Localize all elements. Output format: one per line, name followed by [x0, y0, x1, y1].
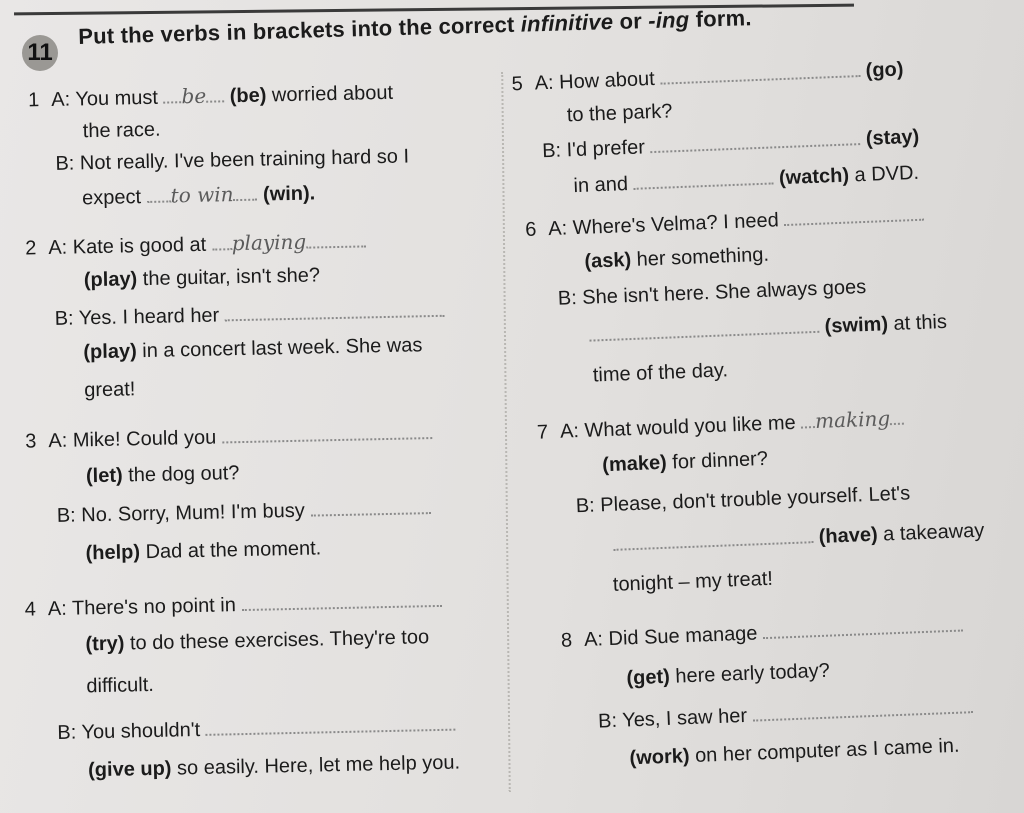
- q7b-blank[interactable]: [613, 525, 814, 551]
- q7-line-a: 7 A: What would you like me making: [537, 406, 905, 445]
- q4-line-a2: (try) to do these exercises. They're too: [85, 626, 430, 656]
- q3-line-b: B: No. Sorry, Mum! I'm busy: [57, 496, 431, 528]
- q1-line-a2: the race.: [82, 118, 161, 143]
- q4b-blank[interactable]: [205, 713, 455, 736]
- q6-line-b3: time of the day.: [592, 359, 729, 387]
- q3-line-a2: (let) the dog out?: [85, 462, 240, 488]
- q5a-blank[interactable]: [660, 59, 861, 85]
- q7-answer[interactable]: making: [814, 406, 891, 434]
- q1-line-b2: expect to win (win).: [81, 182, 316, 210]
- q2-line-a2: (play) the guitar, isn't she?: [83, 264, 321, 292]
- q4-line-a3: difficult.: [86, 673, 155, 698]
- q7-line-b2: (have) a takeaway: [613, 519, 985, 557]
- q7-line-b3: tonight – my treat!: [612, 567, 774, 596]
- q1b-answer[interactable]: to win: [170, 182, 234, 208]
- exercise-instruction: Put the verbs in brackets into the correct infinitive or -ing form.: [78, 5, 752, 49]
- q2-line-b2: (play) in a concert last week. She was: [83, 334, 423, 364]
- q3a-blank[interactable]: [222, 421, 432, 443]
- q6-line-a: 6 A: Where's Velma? I need: [525, 203, 925, 242]
- q2b-blank[interactable]: [225, 299, 445, 322]
- q5-line-a2: to the park?: [566, 100, 673, 127]
- q6-line-b2: (swim) at this: [589, 310, 947, 348]
- q5b-blank[interactable]: [650, 127, 861, 153]
- q2-line-a: 2 A: Kate is good at playing: [25, 228, 367, 260]
- q7-line-a2: (make) for dinner?: [601, 447, 769, 477]
- q8-line-b: B: Yes, I saw her: [598, 695, 973, 733]
- q5-line-b: B: I'd prefer (stay): [541, 125, 920, 163]
- q2-answer[interactable]: playing: [231, 229, 307, 256]
- q8-line-a2: (get) here early today?: [626, 659, 831, 690]
- column-divider: [501, 72, 511, 792]
- q7-line-b: B: Please, don't trouble yourself. Let's: [575, 482, 911, 518]
- q6b-blank[interactable]: [589, 315, 820, 342]
- q1-answer[interactable]: be: [181, 83, 207, 109]
- q2-line-b: B: Yes. I heard her: [54, 299, 445, 331]
- q6-line-b: B: She isn't here. She always goes: [557, 275, 867, 310]
- q1-line-a: 1 A: You must be (be) worried about: [27, 81, 394, 112]
- q3-line-b2: (help) Dad at the moment.: [85, 537, 322, 565]
- q5b2-blank[interactable]: [633, 166, 774, 189]
- exercise-number-badge: 11: [22, 35, 58, 71]
- q5-line-a: 5 A: How about (go): [511, 58, 904, 96]
- q1-line-b: B: Not really. I've been training hard so I: [55, 145, 410, 175]
- q8-line-a: 8 A: Did Sue manage: [561, 614, 964, 653]
- q6a-blank[interactable]: [784, 203, 925, 226]
- q4a-blank[interactable]: [241, 589, 441, 611]
- q8a-blank[interactable]: [763, 614, 964, 640]
- q4-line-b: B: You shouldn't: [57, 713, 456, 745]
- q5-line-b2: in and (watch) a DVD.: [573, 161, 920, 198]
- q6-line-a2: (ask) her something.: [584, 243, 770, 273]
- q4-line-b2: (give up) so easily. Here, let me help you.: [87, 751, 461, 782]
- q2-line-b3: great!: [83, 378, 136, 402]
- q3-line-a: 3 A: Mike! Could you: [25, 421, 432, 454]
- q4-line-a: 4 A: There's no point in: [25, 589, 442, 622]
- q3b-blank[interactable]: [310, 496, 430, 517]
- q8b-blank[interactable]: [752, 695, 973, 721]
- q8-line-b2: (work) on her computer as I came in.: [629, 734, 960, 770]
